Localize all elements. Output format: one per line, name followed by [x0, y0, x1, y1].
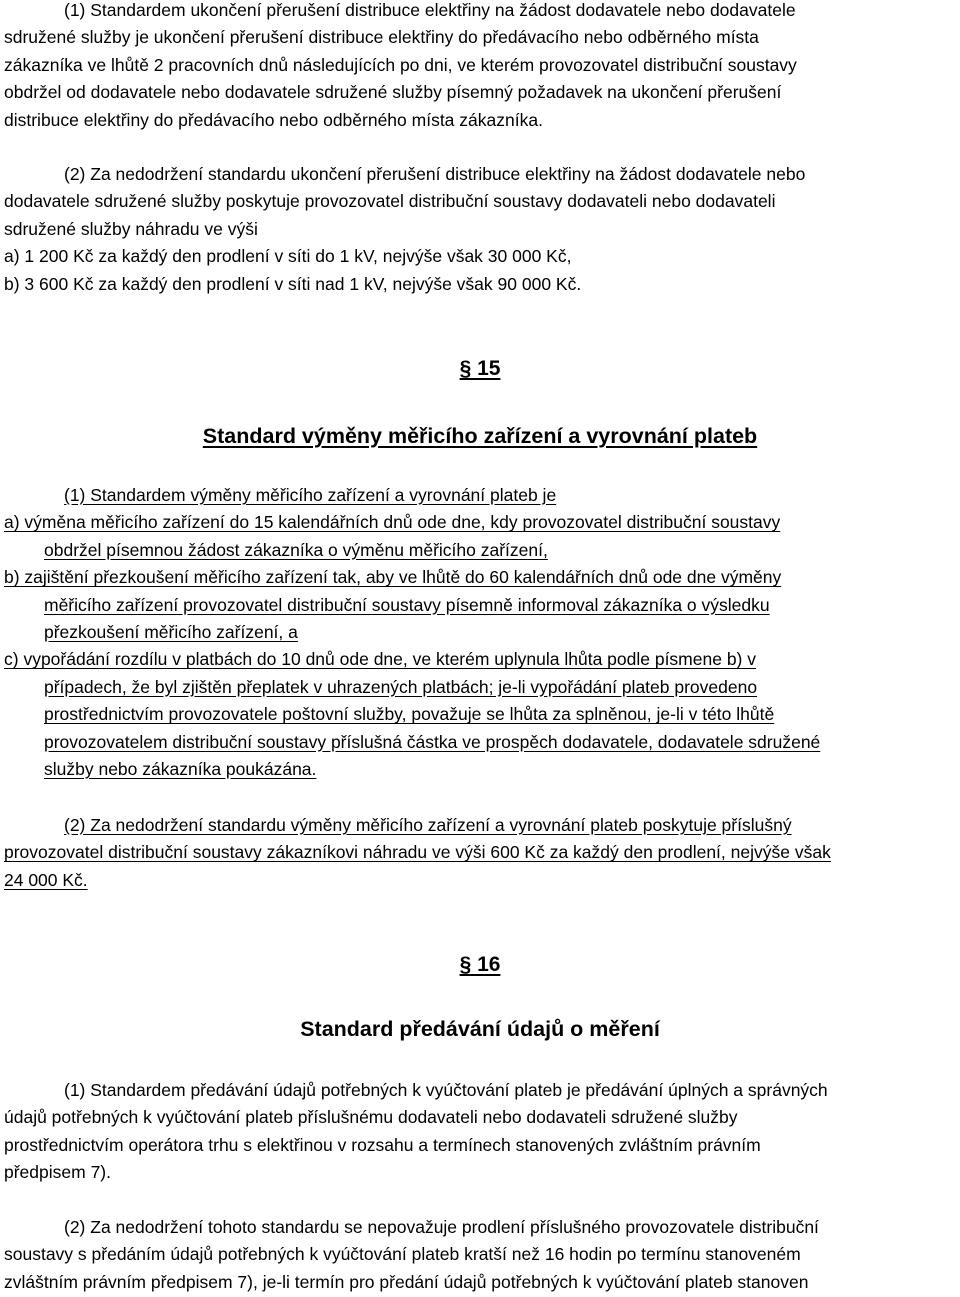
paragraph-standard-interruption-end: [4, 0, 956, 134]
text-line: obdržel písemnou žádost zákazníka o výměnu měřicího zařízení,: [44, 539, 548, 560]
section-number-16: § 16: [459, 953, 501, 976]
text-line: (1) Standardem ukončení přerušení distribuce elektřiny na žádost dodavatele nebo dodavatele: [64, 0, 796, 20]
text-line: soustavy s předáním údajů potřebných k vyúčtování plateb kratší než 16 hodin po termínu stanoveném: [4, 1244, 801, 1265]
text-line: 24 000 Kč.: [4, 869, 88, 890]
text-line: a) výměna měřicího zařízení do 15 kalendářních dnů ode dne, kdy provozovatel distribuční soustavy: [4, 512, 781, 533]
text-line: prostřednictvím provozovatele poštovní služby, považuje se lhůta za splněnou, je-li v této lhůtě: [44, 704, 775, 725]
text-line: (1) Standardem předávání údajů potřebných k vyúčtování plateb je předávání úplných a správných: [64, 1080, 828, 1100]
text-line: (2) Za nedodržení tohoto standardu se nepovažuje prodlení příslušného provozovatele distribuční: [64, 1217, 819, 1237]
text-line: sdružené služby náhradu ve výši: [4, 218, 258, 239]
section-number-15: § 15: [459, 357, 501, 380]
section-title-15: Standard výměny měřicího zařízení a vyrovnání plateb: [202, 424, 758, 448]
text-line: údajů potřebných k vyúčtování plateb příslušnému dodavateli nebo dodavateli sdružené služby: [4, 1107, 738, 1128]
text-line: prostřednictvím operátora trhu s elektřinou v rozsahu a termínech stanovených zvláštním právním: [4, 1134, 761, 1155]
text-line: c) vypořádání rozdílu v platbách do 10 dnů ode dne, ve kterém uplynula lhůta podle písmene b) v: [4, 649, 756, 670]
text-line: obdržel od dodavatele nebo dodavatele sdružené služby písemný požadavek na ukončení přerušení: [4, 82, 782, 103]
text-line: zvláštním právním předpisem 7), je-li termín pro předání údajů potřebných k vyúčtování plateb stanoven: [4, 1271, 809, 1292]
paragraph-metering-data-standard: [4, 1077, 956, 1187]
text-line: (1) Standardem výměny měřicího zařízení a vyrovnání plateb je: [64, 485, 557, 505]
text-line: případech, že byl zjištěn přeplatek v uhrazených platbách; je-li vypořádání plateb provedeno: [44, 676, 758, 697]
paragraph-compensation-interruption: [4, 161, 956, 298]
text-line: zákazníka ve lhůtě 2 pracovních dnů následujících po dni, ve kterém provozovatel distribuční soustavy: [4, 54, 797, 75]
text-line: b) zajištění přezkoušení měřicího zařízení tak, aby ve lhůtě do 60 kalendářních dnů ode dne výměny: [4, 567, 782, 588]
paragraph-meter-exchange-compensation: [4, 812, 956, 894]
text-line: a) 1 200 Kč za každý den prodlení v síti do 1 kV, nejvýše však 30 000 Kč,: [4, 246, 572, 267]
paragraph-metering-data-exception: [4, 1214, 956, 1296]
text-line: provozovatelem distribuční soustavy příslušná částka ve prospěch dodavatele, dodavatele sdružené: [44, 731, 821, 752]
section-title-16: Standard předávání údajů o měření: [300, 1017, 660, 1041]
text-line: přezkoušení měřicího zařízení, a: [44, 622, 298, 643]
text-line: (2) Za nedodržení standardu ukončení přerušení distribuce elektřiny na žádost dodavatele nebo: [64, 164, 806, 184]
text-line: (2) Za nedodržení standardu výměny měřicího zařízení a vyrovnání plateb poskytuje příslušný: [64, 815, 792, 835]
paragraph-meter-exchange-standard: [4, 482, 956, 783]
text-line: měřicího zařízení provozovatel distribuční soustavy písemně informoval zákazníka o výsledku: [44, 594, 770, 615]
text-line: provozovatel distribuční soustavy zákazníkovi náhradu ve výši 600 Kč za každý den prodlení, nejvýše však: [4, 842, 831, 863]
text-line: předpisem 7).: [4, 1162, 111, 1183]
text-line: dodavatele sdružené služby poskytuje provozovatel distribuční soustavy dodavateli nebo dodavateli: [4, 191, 776, 212]
text-line: sdružené služby je ukončení přerušení distribuce elektřiny do předávacího nebo odběrného místa: [4, 27, 759, 48]
text-line: distribuce elektřiny do předávacího nebo odběrného místa zákazníka.: [4, 109, 543, 130]
text-line: služby nebo zákazníka poukázána.: [44, 759, 317, 780]
text-line: b) 3 600 Kč za každý den prodlení v síti nad 1 kV, nejvýše však 90 000 Kč.: [4, 273, 582, 294]
